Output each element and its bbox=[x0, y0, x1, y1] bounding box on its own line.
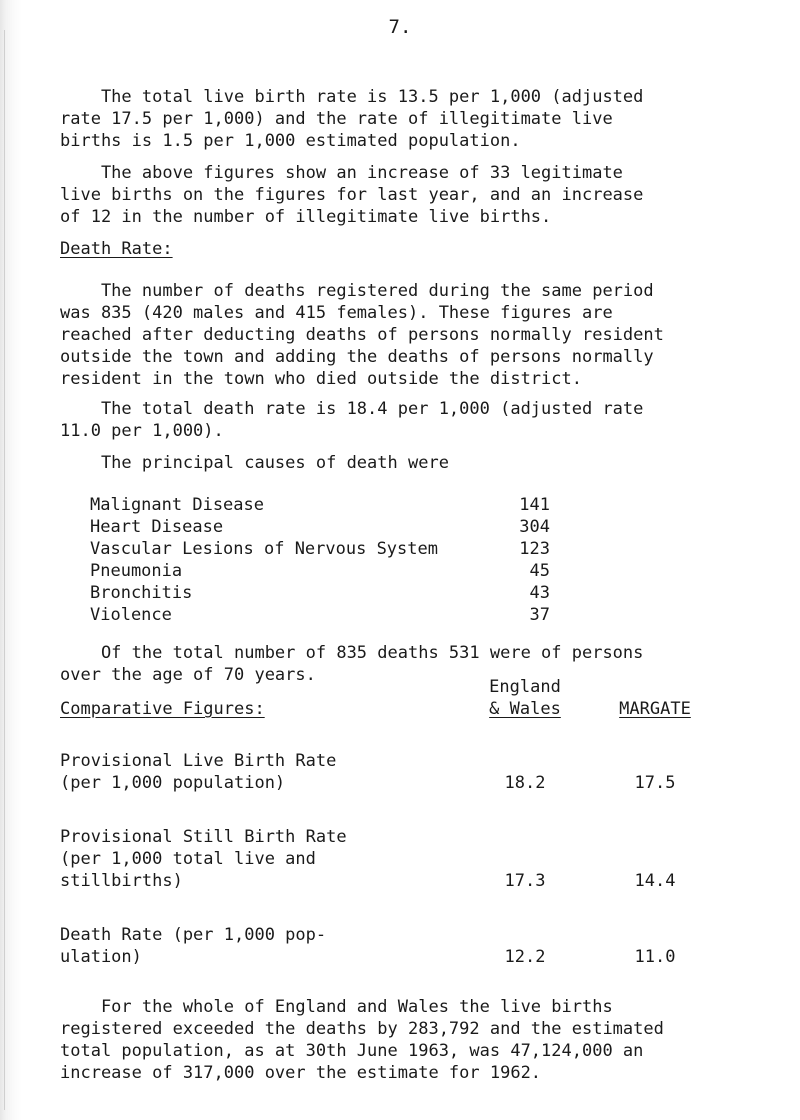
cause-count: 45 bbox=[529, 561, 550, 581]
deaths-registered-paragraph: The number of deaths registered during the same period was 835 (420 males and 415 females). These figures are reached after deducting deaths of persons normally resident outside the town and adding the deaths of persons normally resident in the town who died outside the district. bbox=[60, 281, 664, 389]
stat-margate-value: 14.4 bbox=[634, 871, 676, 891]
stat-label: Death Rate (per 1,000 pop- ulation) bbox=[60, 925, 327, 967]
page-number: 7. bbox=[388, 16, 412, 38]
cause-name: Heart Disease bbox=[90, 517, 224, 537]
death-rate-heading: Death Rate: bbox=[60, 239, 173, 259]
stat-england-wales-value: 17.3 bbox=[504, 871, 546, 891]
over-seventy-paragraph: Of the total number of 835 deaths 531 were of persons over the age of 70 years. bbox=[60, 643, 644, 685]
death-rate-paragraph: The total death rate is 18.4 per 1,000 (adjusted rate 11.0 per 1,000). bbox=[60, 399, 644, 441]
cause-name: Pneumonia bbox=[90, 561, 183, 581]
cause-name: Violence bbox=[90, 605, 172, 625]
birth-rate-paragraph: The total live birth rate is 13.5 per 1,000 (adjusted rate 17.5 per 1,000) and the rate of illegitimate live births is 1.5 per 1,000 estimated population. bbox=[60, 87, 644, 151]
england-wales-column-heading-line2: & Wales bbox=[489, 699, 561, 719]
binding-line bbox=[4, 30, 5, 1110]
stat-margate-value: 11.0 bbox=[634, 947, 676, 967]
margate-column-heading: MARGATE bbox=[619, 699, 691, 719]
cause-count: 43 bbox=[529, 583, 550, 603]
cause-name: Bronchitis bbox=[90, 583, 193, 603]
stat-england-wales-value: 18.2 bbox=[504, 773, 546, 793]
england-wales-column-heading-line1: England bbox=[489, 677, 561, 697]
cause-count: 304 bbox=[519, 517, 550, 537]
stat-label: Provisional Still Birth Rate (per 1,000 total live and stillbirths) bbox=[60, 827, 347, 891]
cause-name: Vascular Lesions of Nervous System bbox=[90, 539, 438, 559]
increase-paragraph: The above figures show an increase of 33 legitimate live births on the figures for last year, and an increase of 12 in the number of illegitimate live births. bbox=[60, 163, 644, 227]
cause-count: 37 bbox=[529, 605, 550, 625]
cause-name: Malignant Disease bbox=[90, 495, 264, 515]
stat-england-wales-value: 12.2 bbox=[504, 947, 546, 967]
closing-paragraph: For the whole of England and Wales the live births registered exceeded the deaths by 283,792 and the estimated total population, as at 30th June 1963, was 47,124,000 an increase of 317,000 over the estimate for 1962. bbox=[60, 997, 664, 1083]
comparative-figures-heading: Comparative Figures: bbox=[60, 699, 265, 719]
causes-intro: The principal causes of death were bbox=[60, 453, 449, 473]
stat-margate-value: 17.5 bbox=[634, 773, 676, 793]
stat-label: Provisional Live Birth Rate (per 1,000 population) bbox=[60, 751, 337, 793]
cause-count: 141 bbox=[519, 495, 550, 515]
cause-count: 123 bbox=[519, 539, 550, 559]
